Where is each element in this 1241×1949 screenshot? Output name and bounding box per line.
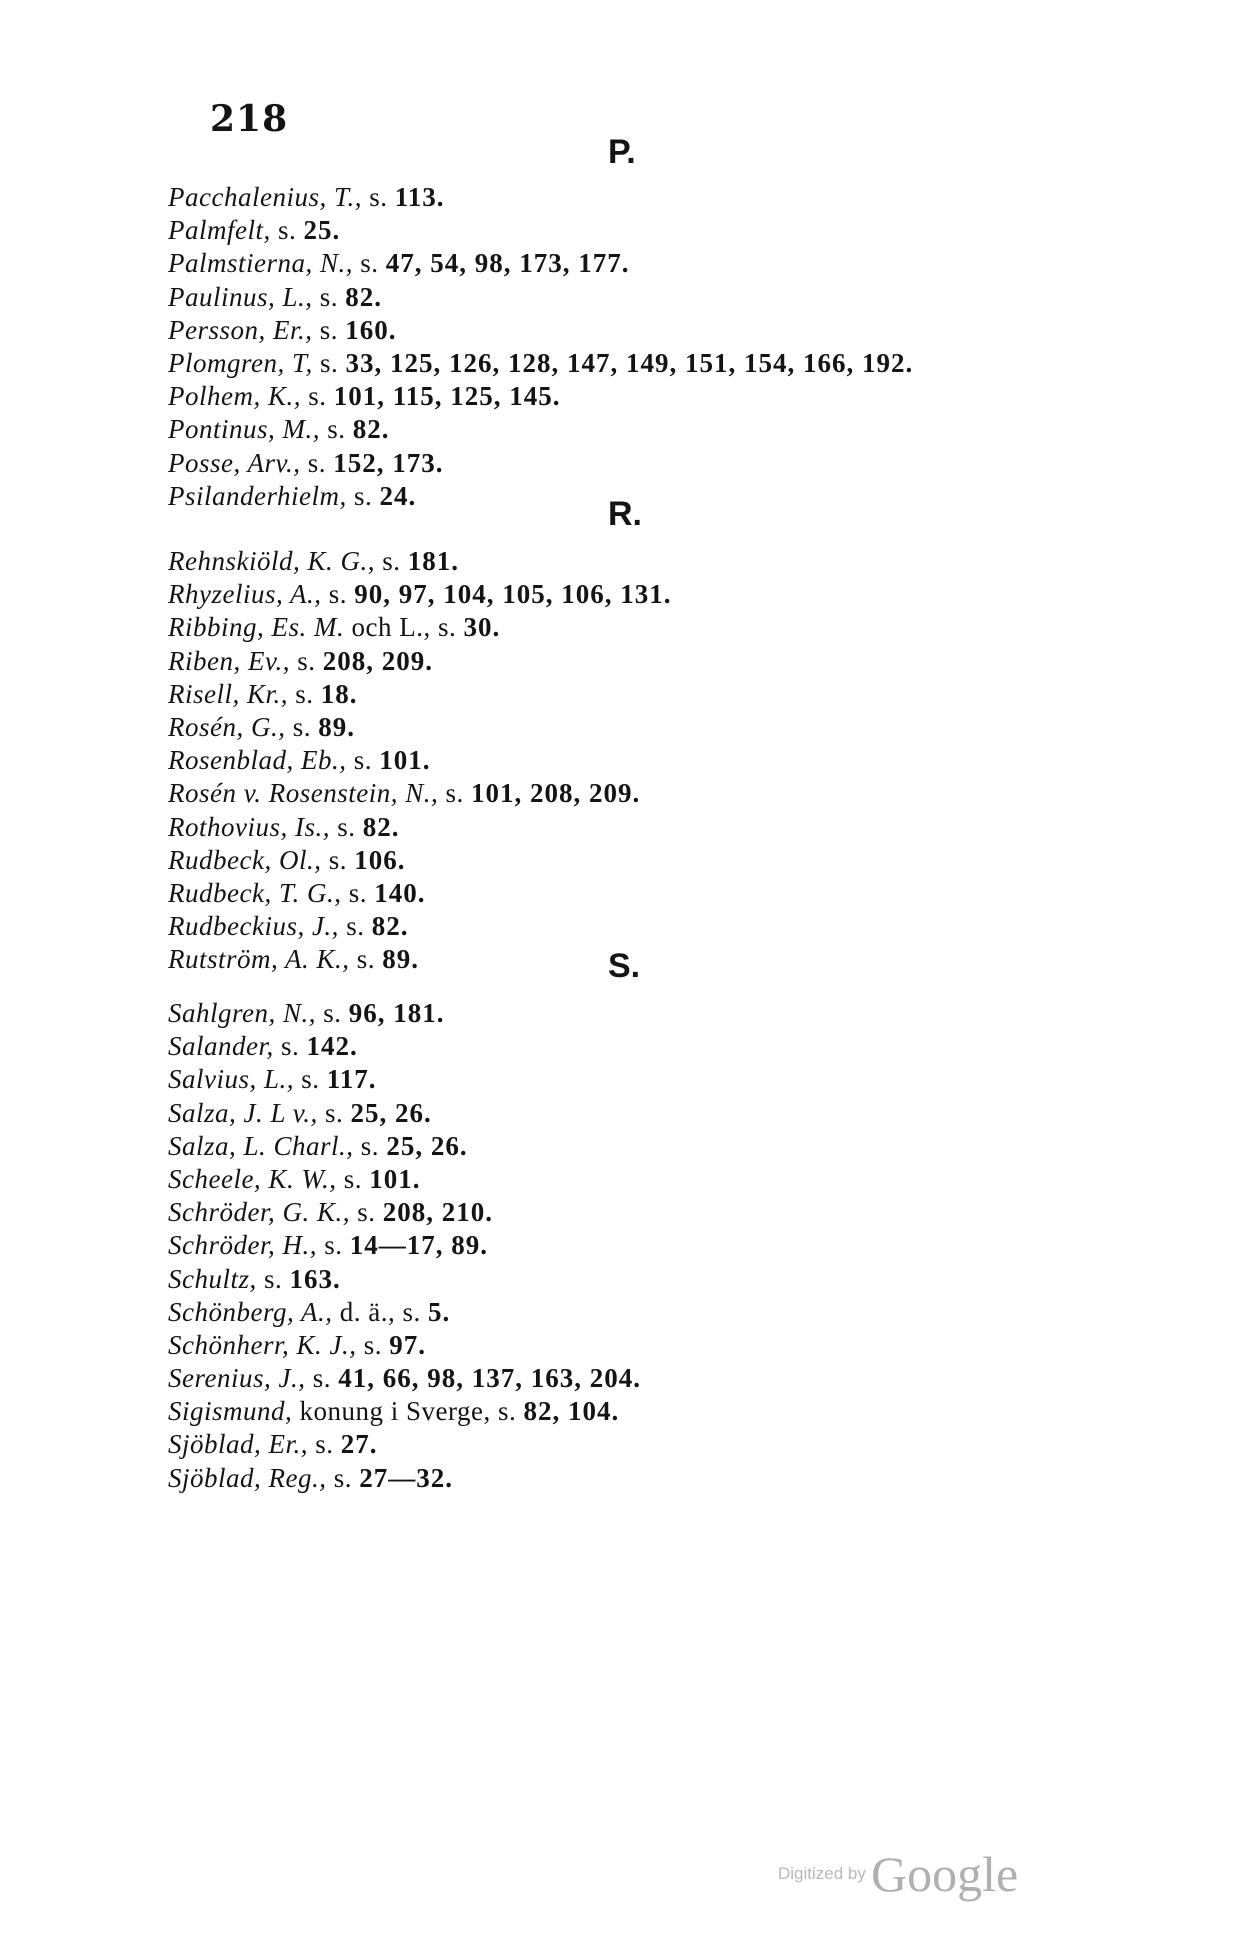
entry-pages: 14—17, 89. bbox=[349, 1230, 489, 1261]
entry-name: Rothovius, Is., bbox=[168, 811, 330, 842]
entry-connector: s. bbox=[346, 480, 380, 511]
entry-name: Riben, Ev., bbox=[168, 645, 290, 676]
entry-name: Salvius, L., bbox=[168, 1064, 295, 1095]
entry-connector: s. bbox=[289, 645, 323, 676]
google-logo: Google bbox=[870, 1846, 1019, 1902]
entry-connector: s. bbox=[288, 678, 321, 709]
entry-pages: 82. bbox=[371, 911, 409, 942]
entry-connector: s. bbox=[285, 711, 319, 742]
index-entry bbox=[168, 1329, 641, 1362]
entry-pages: 152, 173. bbox=[333, 447, 444, 478]
entry-name: Rosenblad, Eb., bbox=[168, 745, 347, 776]
index-entry bbox=[168, 447, 913, 480]
entry-name: Risell, Kr., bbox=[168, 678, 289, 709]
entry-pages: 41, 66, 98, 137, 163, 204. bbox=[338, 1363, 641, 1394]
index-entry bbox=[168, 910, 672, 943]
index-entry bbox=[168, 844, 672, 877]
entry-connector: s. bbox=[353, 248, 386, 279]
section-letter: S. bbox=[608, 947, 641, 985]
entry-pages: 89. bbox=[318, 711, 355, 742]
entry-connector: s. bbox=[308, 1429, 341, 1460]
entry-connector: s. bbox=[305, 1363, 339, 1394]
entry-name: Plomgren, T, bbox=[168, 347, 313, 378]
section-letter: R. bbox=[608, 495, 642, 533]
entry-pages: 27. bbox=[340, 1429, 378, 1460]
entry-connector: s. bbox=[312, 281, 346, 312]
entry-connector: s. bbox=[438, 778, 471, 809]
google-watermark bbox=[778, 1845, 1018, 1903]
entry-name: Sahlgren, N., bbox=[168, 998, 316, 1028]
entry-name: Schröder, G. K., bbox=[168, 1197, 350, 1228]
entry-name: Pacchalenius, T., bbox=[168, 182, 362, 212]
index-entry bbox=[168, 1462, 641, 1495]
index-entry bbox=[168, 480, 913, 513]
entry-name: Palmstierna, N., bbox=[168, 248, 354, 279]
entry-name: Rudbeck, Ol., bbox=[168, 844, 322, 875]
entry-name: Rutström, A. K., bbox=[168, 944, 350, 975]
entry-pages: 89. bbox=[382, 944, 420, 975]
entry-connector: s. bbox=[349, 944, 383, 975]
entry-name: Ribbing, Es. M. bbox=[168, 612, 345, 643]
entry-name: Rudbeckius, J., bbox=[168, 911, 339, 942]
entry-connector: s. bbox=[356, 1329, 390, 1360]
index-entry bbox=[168, 997, 641, 1030]
entry-connector: s. bbox=[270, 215, 304, 246]
entry-name: Rosén v. Rosenstein, N., bbox=[168, 778, 439, 809]
entry-connector: s. bbox=[301, 381, 334, 412]
entry-list bbox=[168, 997, 641, 1495]
entry-name: Rhyzelius, A., bbox=[168, 579, 322, 610]
index-entry bbox=[168, 1130, 641, 1163]
entry-name: Schultz, bbox=[168, 1263, 257, 1294]
entry-name: Sjöblad, Reg., bbox=[168, 1462, 327, 1493]
entry-connector: s. bbox=[317, 1097, 351, 1128]
entry-pages: 97. bbox=[389, 1329, 426, 1360]
entry-pages: 90, 97, 104, 105, 106, 131. bbox=[354, 579, 672, 610]
entry-pages: 101, 115, 125, 145. bbox=[333, 381, 561, 412]
index-entry bbox=[168, 281, 913, 314]
entry-pages: 101. bbox=[379, 745, 431, 776]
index-entry bbox=[168, 347, 913, 380]
entry-name: Persson, Er., bbox=[168, 314, 313, 345]
entry-connector: s. bbox=[320, 414, 353, 445]
entry-connector: s. bbox=[361, 182, 395, 212]
index-entry bbox=[168, 877, 672, 910]
index-entry bbox=[168, 645, 672, 678]
entry-list bbox=[168, 181, 913, 513]
index-entry bbox=[168, 1196, 641, 1229]
entry-pages: 82. bbox=[352, 414, 390, 445]
index-entry bbox=[168, 1097, 641, 1130]
entry-connector: s. bbox=[374, 546, 408, 576]
watermark-text: Digitized by bbox=[778, 1864, 866, 1883]
entry-pages: 82. bbox=[345, 281, 383, 312]
entry-name: Palmfelt, bbox=[168, 215, 271, 246]
index-entry bbox=[168, 314, 913, 347]
entry-name: Salza, J. L v., bbox=[168, 1097, 318, 1128]
entry-pages: 142. bbox=[306, 1031, 358, 1062]
entry-name: Rehnskiöld, K. G., bbox=[168, 546, 375, 576]
entry-pages: 25. bbox=[303, 215, 341, 246]
index-entry bbox=[168, 1263, 641, 1296]
index-entry bbox=[168, 1030, 641, 1063]
entry-pages: 82, 104. bbox=[523, 1396, 620, 1427]
entry-connector: s. bbox=[353, 1130, 387, 1161]
entry-pages: 18. bbox=[320, 678, 358, 709]
index-entry bbox=[168, 1229, 641, 1262]
entry-pages: 160. bbox=[345, 314, 397, 345]
entry-name: Schröder, H., bbox=[168, 1230, 317, 1261]
entry-name: Sjöblad, Er., bbox=[168, 1429, 309, 1460]
entry-connector: och L., s. bbox=[344, 612, 464, 643]
entry-name: Scheele, K. W., bbox=[168, 1163, 337, 1194]
entry-name: Rosén, G., bbox=[168, 711, 286, 742]
entry-name: Schönherr, K. J., bbox=[168, 1329, 357, 1360]
entry-connector: s. bbox=[346, 745, 380, 776]
entry-name: Psilanderhielm, bbox=[168, 480, 347, 511]
entry-connector: s. bbox=[317, 1230, 350, 1261]
entry-name: Salander, bbox=[168, 1031, 274, 1062]
entry-name: Pontinus, M., bbox=[168, 414, 320, 445]
index-entry bbox=[168, 214, 913, 247]
entry-name: Sigismund, bbox=[168, 1396, 293, 1427]
entry-pages: 106. bbox=[354, 844, 406, 875]
entry-connector: s. bbox=[312, 347, 346, 378]
index-entry bbox=[168, 1428, 641, 1461]
entry-name: Salza, L. Charl., bbox=[168, 1130, 354, 1161]
entry-pages: 113. bbox=[394, 182, 445, 212]
section-letter: P. bbox=[608, 133, 636, 171]
index-entry bbox=[168, 611, 672, 644]
entry-pages: 33, 125, 126, 128, 147, 149, 151, 154, 166, 192. bbox=[345, 347, 914, 378]
entry-pages: 24. bbox=[379, 480, 417, 511]
entry-pages: 117. bbox=[326, 1064, 377, 1095]
entry-connector: s. bbox=[326, 1462, 360, 1493]
entry-connector: s. bbox=[312, 314, 346, 345]
entry-connector: s. bbox=[273, 1031, 307, 1062]
index-entry bbox=[168, 380, 913, 413]
index-entry bbox=[168, 744, 672, 777]
entry-pages: 5. bbox=[427, 1296, 451, 1327]
index-entry bbox=[168, 578, 672, 611]
entry-connector: s. bbox=[341, 877, 375, 908]
index-entry bbox=[168, 181, 913, 214]
entry-pages: 96, 181. bbox=[348, 998, 445, 1028]
entry-connector: s. bbox=[338, 911, 372, 942]
entry-list bbox=[168, 545, 672, 976]
entry-name: Rudbeck, T. G., bbox=[168, 877, 342, 908]
index-entry bbox=[168, 1395, 641, 1428]
entry-pages: 25, 26. bbox=[386, 1130, 468, 1161]
entry-name: Schönberg, A., bbox=[168, 1296, 333, 1327]
entry-connector: s. bbox=[330, 811, 363, 842]
index-entry bbox=[168, 1362, 641, 1395]
index-entry bbox=[168, 777, 672, 810]
entry-pages: 47, 54, 98, 173, 177. bbox=[385, 248, 630, 279]
entry-pages: 181. bbox=[407, 546, 459, 576]
index-entry bbox=[168, 943, 672, 976]
entry-pages: 30. bbox=[463, 612, 501, 643]
entry-pages: 208, 209. bbox=[322, 645, 433, 676]
index-entry bbox=[168, 711, 672, 744]
entry-connector: s. bbox=[350, 1197, 383, 1228]
entry-connector: s. bbox=[256, 1263, 290, 1294]
index-entry bbox=[168, 545, 672, 578]
entry-pages: 25, 26. bbox=[350, 1097, 432, 1128]
index-entry bbox=[168, 678, 672, 711]
entry-connector: s. bbox=[316, 998, 349, 1028]
entry-name: Polhem, K., bbox=[168, 381, 301, 412]
index-entry bbox=[168, 1296, 641, 1329]
entry-name: Paulinus, L., bbox=[168, 281, 313, 312]
entry-connector: konung i Sverge, s. bbox=[292, 1396, 524, 1427]
index-entry bbox=[168, 1163, 641, 1196]
page-number: 218 bbox=[210, 98, 289, 140]
entry-connector: s. bbox=[294, 1064, 327, 1095]
entry-name: Serenius, J., bbox=[168, 1363, 306, 1394]
entry-connector: s. bbox=[336, 1163, 370, 1194]
entry-connector: d. ä., s. bbox=[332, 1296, 428, 1327]
entry-connector: s. bbox=[321, 844, 355, 875]
entry-name: Posse, Arv., bbox=[168, 447, 301, 478]
entry-pages: 140. bbox=[374, 877, 426, 908]
entry-pages: 82. bbox=[362, 811, 400, 842]
index-entry bbox=[168, 247, 913, 280]
entry-connector: s. bbox=[300, 447, 334, 478]
entry-pages: 101. bbox=[369, 1163, 421, 1194]
index-entry bbox=[168, 811, 672, 844]
entry-pages: 101, 208, 209. bbox=[470, 778, 641, 809]
index-entry bbox=[168, 413, 913, 446]
entry-pages: 208, 210. bbox=[382, 1197, 494, 1228]
index-entry bbox=[168, 1063, 641, 1096]
entry-pages: 163. bbox=[289, 1263, 341, 1294]
entry-pages: 27—32. bbox=[359, 1462, 453, 1493]
entry-connector: s. bbox=[321, 579, 355, 610]
